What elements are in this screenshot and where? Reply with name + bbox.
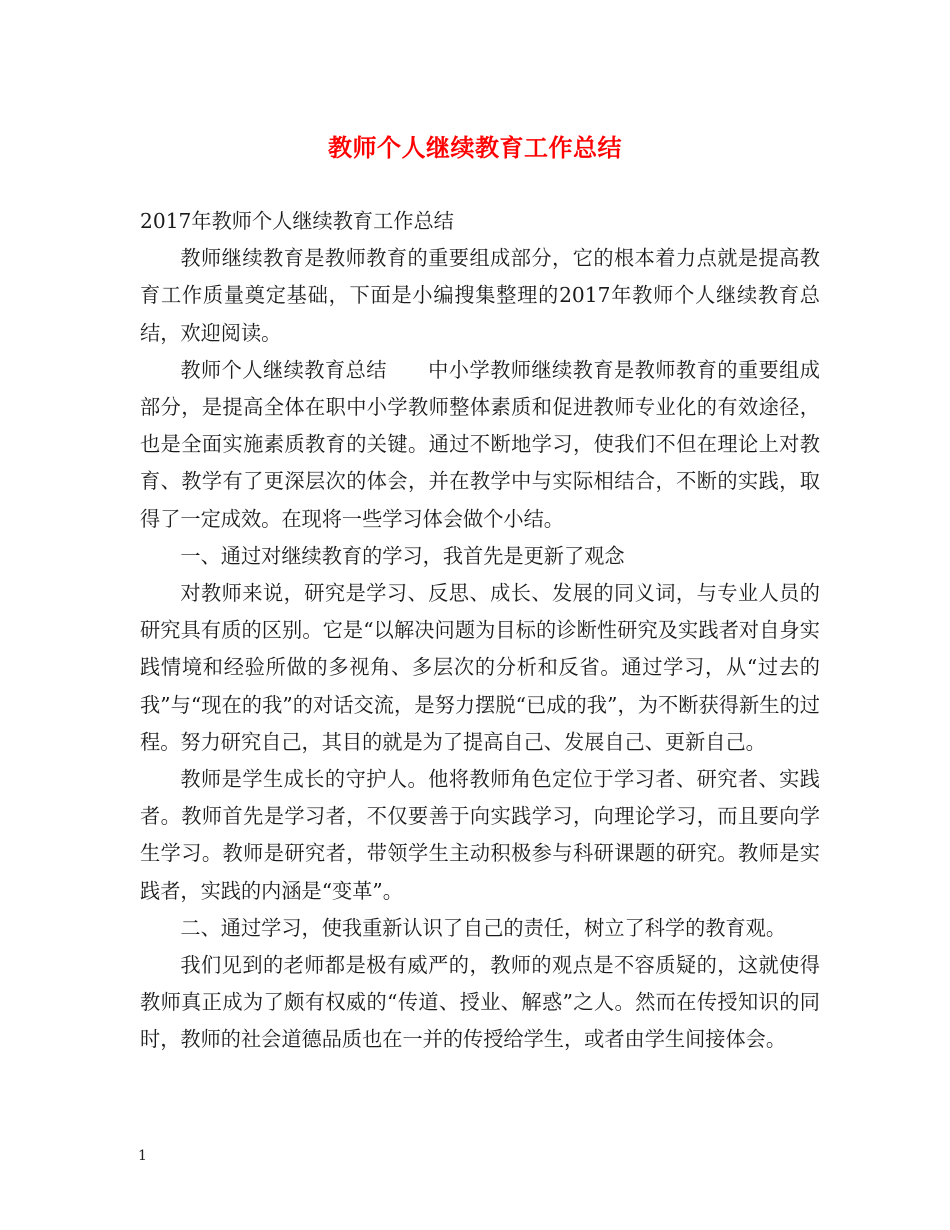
paragraph-intro: 教师继续教育是教师教育的重要组成部分，它的根本着力点就是提高教育工作质量奠定基础，下面是小编搜集整理的2017年教师个人继续教育总结，欢迎阅读。 <box>140 246 820 345</box>
paragraph-teacher-role: 教师是学生成长的守护人。他将教师角色定位于学习者、研究者、实践者。教师首先是学习者，不仅要善于向实践学习，向理论学习，而且要向学生学习。教师是研究者，带领学生主动积极参与科研课题的研究。教师是实践者，实践的内涵是“变革”。 <box>140 767 820 903</box>
document-subtitle: 2017年教师个人继续教育工作总结 <box>140 209 454 233</box>
document-title: 教师个人继续教育工作总结 <box>328 133 622 162</box>
paragraph-summary: 教师个人继续教育总结 中小学教师继续教育是教师教育的重要组成部分，是提高全体在职中小学教师整体素质和促进教师专业化的有效途径，也是全面实施素质教育的关键。通过不断地学习，使我们不但在理论上对教育、教学有了更深层次的体会，并在教学中与实际相结合，不断的实践，取得了一定成效。在现将一些学习体会做个小结。 <box>140 357 820 531</box>
section-heading-one: 一、通过对继续教育的学习，我首先是更新了观念 <box>180 543 625 568</box>
paragraph-authority: 我们见到的老师都是极有威严的，教师的观点是不容质疑的，这就使得教师真正成为了颇有权威的“传道、授业、解惑”之人。然而在传授知识的同时，教师的社会道德品质也在一并的传授给学生，或者由学生间接体会。 <box>140 953 820 1052</box>
document-body <box>140 203 820 1059</box>
paragraph-research: 对教师来说，研究是学习、反思、成长、发展的同义词，与专业人员的研究具有质的区别。它是“以解决问题为目标的诊断性研究及实践者对自身实践情境和经验所做的多视角、多层次的分析和反省。通过学习，从“过去的我”与“现在的我”的对话交流，是努力摆脱“已成的我”，为不断获得新生的过程。努力研究自己，其目的就是为了提高自己、发展自己、更新自己。 <box>140 581 820 754</box>
page-number: 1 <box>138 1148 147 1164</box>
section-heading-two: 二、通过学习，使我重新认识了自己的责任，树立了科学的教育观。 <box>180 915 787 940</box>
